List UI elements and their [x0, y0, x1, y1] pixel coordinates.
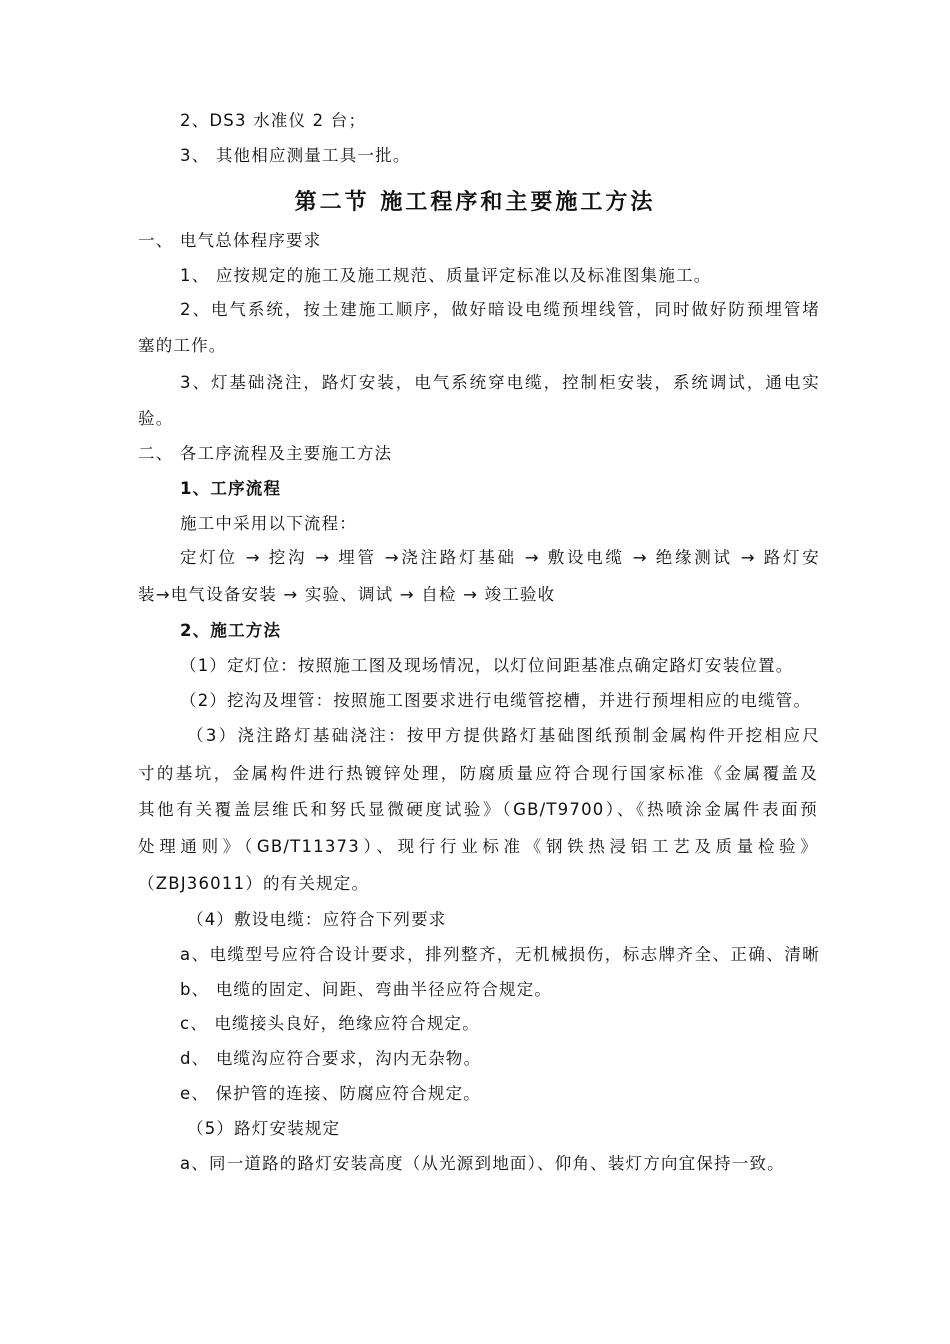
- text-line: 3、灯基础浇注，路灯安装，电气系统穿电缆，控制柜安装，系统调试，通电实: [180, 373, 820, 392]
- text-line: 寸的基坑，金属构件进行热镀锌处理，防腐质量应符合现行国家标准《金属覆盖及: [138, 764, 818, 783]
- heading-level-2: 1、工序流程: [180, 479, 282, 498]
- heading-level-2: 2、施工方法: [180, 621, 282, 640]
- heading-level-3: （5）路灯安装规定: [187, 1119, 341, 1138]
- text-line: 验。: [138, 409, 174, 428]
- list-item: e、 保护管的连接、防腐应符合规定。: [180, 1084, 481, 1103]
- text-line: 处理通则》（GB/T11373）、现行行业标准《钢铁热浸铝工艺及质量检验》: [138, 837, 818, 856]
- list-item: d、 电缆沟应符合要求，沟内无杂物。: [180, 1049, 482, 1068]
- text-line: 2、电气系统，按土建施工顺序，做好暗设电缆预埋线管，同时做好防预埋管堵: [180, 300, 820, 319]
- list-item: a、电缆型号应符合设计要求，排列整齐，无机械损伤，标志牌齐全、正确、清晰: [180, 945, 820, 964]
- text-line: （1）定灯位：按照施工图及现场情况，以灯位间距基准点确定路灯安装位置。: [180, 656, 794, 675]
- text-line: 塞的工作。: [138, 336, 227, 355]
- list-item: b、 电缆的固定、间距、弯曲半径应符合规定。: [180, 980, 553, 999]
- text-line: 2、DS3 水准仪 2 台；: [180, 111, 367, 130]
- heading-level-3: （4）敷设电缆：应符合下列要求: [187, 910, 447, 929]
- heading-level-1: 一、 电气总体程序要求: [138, 231, 322, 250]
- section-title: 第二节 施工程序和主要施工方法: [294, 190, 656, 215]
- text-line: （2）挖沟及埋管：按照施工图要求进行电缆管挖槽，并进行预埋相应的电缆管。: [180, 691, 812, 710]
- text-line: 3、 其他相应测量工具一批。: [180, 146, 411, 165]
- text-line: 其他有关覆盖层维氏和努氏显微硬度试验》（GB/T9700）、《热喷涂金属件表面预: [138, 800, 818, 819]
- heading-level-1: 二、 各工序流程及主要施工方法: [138, 444, 393, 463]
- text-line: 施工中采用以下流程：: [180, 514, 357, 533]
- text-line: 装→电气设备安装 → 实验、调试 → 自检 → 竣工验收: [138, 585, 556, 604]
- list-item: a、同一道路的路灯安装高度（从光源到地面）、仰角、装灯方向宜保持一致。: [180, 1154, 785, 1173]
- text-line: 1、 应按规定的施工及施工规范、质量评定标准以及标准图集施工。: [180, 266, 712, 285]
- text-line: （ZBJ36011）的有关规定。: [138, 874, 370, 893]
- text-line: 定灯位 → 挖沟 → 埋管 →浇注路灯基础 → 敷设电缆 → 绝缘测试 → 路灯安: [180, 548, 820, 567]
- list-item: c、 电缆接头良好，绝缘应符合规定。: [180, 1014, 480, 1033]
- text-line: （3）浇注路灯基础浇注：按甲方提供路灯基础图纸预制金属构件开挖相应尺: [187, 726, 820, 745]
